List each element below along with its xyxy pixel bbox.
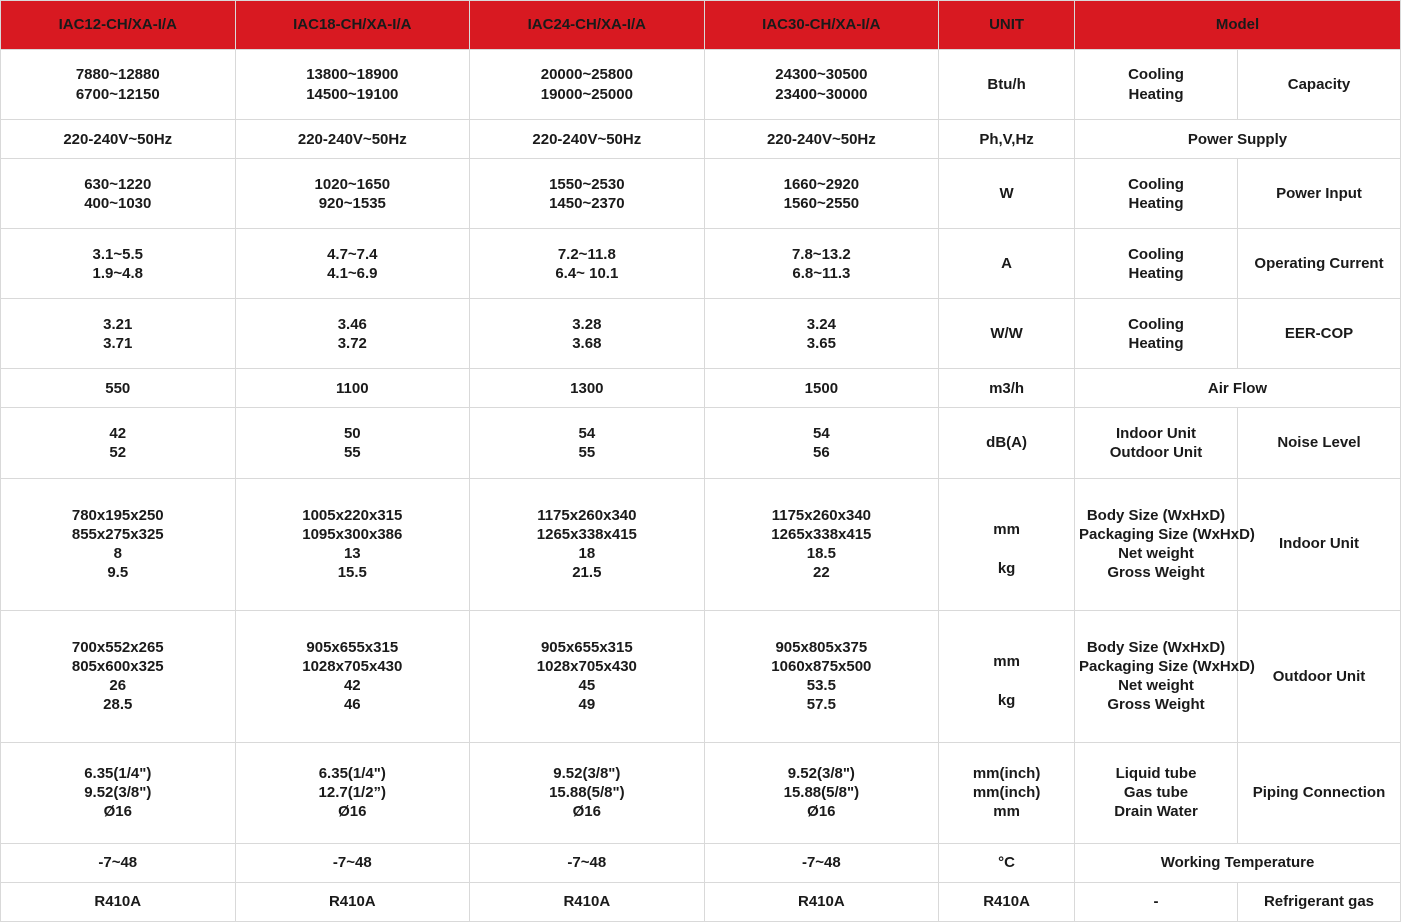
value-line: 1175x260x340 [537, 506, 637, 524]
value-line: 9.5 [107, 564, 129, 582]
value-line: 1020~1650 [314, 175, 391, 193]
cell-power-input-description [1075, 159, 1238, 229]
value-line: 19000~25000 [540, 85, 633, 103]
unit-line: Ph,V,Hz [979, 130, 1034, 148]
value-line: 7.8~13.2 [791, 245, 851, 263]
value-line: 3.72 [337, 334, 367, 352]
value-line: 1005x220x315 [302, 506, 403, 524]
table-body [1, 50, 1401, 922]
value-line: R410A [94, 893, 142, 911]
value-line: 26 [109, 677, 127, 695]
value-line: 220-240V~50Hz [297, 130, 407, 148]
cell-operating-current-model-3 [470, 229, 705, 299]
value-line: 1265x338x415 [536, 525, 637, 543]
cell-refrigerant-gas-description [1075, 882, 1238, 921]
value-line: 920~1535 [318, 194, 386, 212]
column-header-model-4: IAC30-CH/XA-I/A [704, 1, 939, 50]
description-line: - [1153, 893, 1159, 911]
unit-line: R410A [983, 893, 1030, 911]
cell-power-supply-model-4 [704, 120, 939, 159]
value-line: 3.28 [572, 315, 602, 333]
unit-line: mm [993, 803, 1020, 821]
cell-working-temperature-model-1 [1, 843, 236, 882]
value-line: 1560~2550 [783, 194, 860, 212]
value-line: 700x552x265 [71, 638, 164, 656]
value-line: 1500 [804, 379, 839, 397]
cell-piping-connection-model-3 [470, 742, 705, 843]
unit-line: Btu/h [987, 75, 1026, 93]
value-line: 1028x705x430 [536, 657, 637, 675]
cell-eer-cop-label: EER-COP [1238, 299, 1401, 369]
table-row [1, 408, 1401, 478]
description-line: Packaging Size (WxHxD) [1079, 657, 1255, 675]
value-line: 54 [813, 424, 830, 442]
value-line: 8 [113, 545, 122, 563]
cell-working-temperature-model-2 [235, 843, 470, 882]
value-line: 220-240V~50Hz [63, 130, 173, 148]
value-line: 220-240V~50Hz [532, 130, 642, 148]
cell-outdoor-unit-unit [939, 610, 1075, 742]
cell-eer-cop-model-4 [704, 299, 939, 369]
cell-outdoor-unit-model-4 [704, 610, 939, 742]
value-line: 49 [578, 696, 596, 714]
cell-working-temperature-model-4 [704, 843, 939, 882]
cell-operating-current-description [1075, 229, 1238, 299]
description-line: Indoor Unit [1116, 424, 1196, 442]
table-row [1, 120, 1401, 159]
cell-refrigerant-gas-model-4 [704, 882, 939, 921]
cell-air-flow-label: Air Flow [1075, 369, 1401, 408]
value-line: 630~1220 [84, 175, 152, 193]
value-line: 9.52(3/8") [787, 764, 855, 782]
cell-indoor-unit-model-4 [704, 478, 939, 610]
table-row [1, 478, 1401, 610]
description-line: Drain Water [1114, 803, 1198, 821]
value-line: 3.1~5.5 [92, 245, 143, 263]
cell-indoor-unit-model-3 [470, 478, 705, 610]
value-line: 3.68 [572, 334, 602, 352]
value-line: 3.46 [337, 315, 367, 333]
table-row [1, 50, 1401, 120]
cell-eer-cop-unit [939, 299, 1075, 369]
value-line: 42 [109, 424, 127, 442]
unit-line: °C [998, 854, 1015, 872]
value-line: 1265x338x415 [771, 525, 872, 543]
value-line: 14500~19100 [306, 85, 399, 103]
value-line: 4.7~7.4 [327, 245, 378, 263]
cell-eer-cop-model-3 [470, 299, 705, 369]
value-line: 1300 [570, 379, 604, 397]
value-line: 7880~12880 [75, 66, 160, 84]
cell-power-supply-model-1 [1, 120, 236, 159]
value-line: 1550~2530 [549, 175, 625, 193]
value-line: 24300~30500 [775, 66, 868, 84]
cell-piping-connection-model-2 [235, 742, 470, 843]
cell-working-temperature-model-3 [470, 843, 705, 882]
cell-capacity-model-3 [470, 50, 705, 120]
value-line: 53.5 [806, 677, 836, 695]
cell-outdoor-unit-model-1 [1, 610, 236, 742]
value-line: 1100 [336, 379, 369, 397]
cell-refrigerant-gas-model-2 [235, 882, 470, 921]
value-line: 905x805x375 [775, 638, 868, 656]
cell-air-flow-unit [939, 369, 1075, 408]
cell-working-temperature-unit [939, 843, 1075, 882]
column-header-unit: UNIT [939, 1, 1075, 50]
table-row [1, 159, 1401, 229]
value-line: 7.2~11.8 [557, 245, 616, 263]
description-line: Heating [1128, 264, 1184, 282]
value-line: 1450~2370 [549, 194, 625, 212]
value-line: Ø16 [572, 803, 601, 821]
value-line: 6.35(1/4") [84, 764, 152, 782]
cell-noise-level-model-3 [470, 408, 705, 478]
value-line: 3.71 [103, 334, 133, 352]
description-line: Heating [1128, 85, 1184, 103]
value-line: 45 [578, 677, 596, 695]
description-line: Net weight [1118, 677, 1194, 695]
description-line: Body Size (WxHxD) [1086, 506, 1226, 524]
description-line: Net weight [1118, 545, 1194, 563]
cell-piping-connection-description [1075, 742, 1238, 843]
cell-outdoor-unit-description [1075, 610, 1255, 742]
value-line: 400~1030 [84, 194, 152, 212]
cell-power-input-model-4 [704, 159, 939, 229]
description-line: Body Size (WxHxD) [1086, 638, 1226, 656]
column-header-model-3: IAC24-CH/XA-I/A [470, 1, 705, 50]
cell-refrigerant-gas-model-3 [470, 882, 705, 921]
description-line: Gas tube [1123, 784, 1189, 802]
unit-line: A [1001, 255, 1012, 273]
cell-outdoor-unit-label: Outdoor Unit [1238, 610, 1401, 742]
value-line: 50 [343, 424, 361, 442]
value-line: 1.9~4.8 [92, 264, 143, 282]
value-line: 9.52(3/8") [84, 784, 152, 802]
value-line: 15.5 [337, 564, 367, 582]
unit-line: mm(inch) [972, 764, 1041, 782]
cell-noise-level-description [1075, 408, 1238, 478]
value-line: 905x655x315 [540, 638, 633, 656]
cell-working-temperature-label: Working Temperature [1075, 843, 1401, 882]
description-line: Gross Weight [1107, 564, 1205, 582]
cell-indoor-unit-description [1075, 478, 1255, 610]
unit-line: W [999, 185, 1014, 203]
cell-noise-level-unit [939, 408, 1075, 478]
unit-line: kg [997, 560, 1016, 578]
value-line: -7~48 [98, 854, 138, 872]
unit-line: dB(A) [986, 434, 1027, 452]
cell-air-flow-model-3 [470, 369, 705, 408]
value-line: 15.88(5/8") [783, 784, 860, 802]
value-line: 55 [578, 444, 596, 461]
cell-eer-cop-model-2 [235, 299, 470, 369]
cell-power-input-unit [939, 159, 1075, 229]
unit-line: m3/h [989, 379, 1025, 397]
column-header-model-label: Model [1075, 1, 1401, 50]
value-line: 3.65 [806, 334, 836, 352]
table-row [1, 742, 1401, 843]
value-line: 46 [343, 696, 361, 714]
cell-noise-level-model-1 [1, 408, 236, 478]
value-line: 22 [813, 564, 830, 582]
cell-noise-level-label: Noise Level [1238, 408, 1401, 478]
table-header [1, 1, 1401, 50]
value-line: 905x655x315 [306, 638, 399, 656]
cell-power-input-label: Power Input [1238, 159, 1401, 229]
cell-indoor-unit-label: Indoor Unit [1238, 478, 1401, 610]
description-line: Cooling [1128, 175, 1184, 193]
cell-capacity-model-1 [1, 50, 236, 120]
value-line: 1095x300x386 [302, 525, 403, 543]
cell-air-flow-model-2 [235, 369, 470, 408]
value-line: 18.5 [806, 545, 836, 563]
cell-refrigerant-gas-unit [939, 882, 1075, 921]
cell-noise-level-model-4 [704, 408, 939, 478]
cell-power-supply-label: Power Supply [1075, 120, 1401, 159]
cell-operating-current-label: Operating Current [1238, 229, 1401, 299]
value-line: 6.35(1/4") [318, 764, 386, 782]
value-line: 6.8~11.3 [792, 264, 851, 282]
value-line: 57.5 [806, 696, 836, 714]
value-line: 1660~2920 [783, 175, 860, 193]
value-line: 3.21 [103, 315, 133, 333]
unit-line: W/W [990, 325, 1023, 343]
cell-capacity-label: Capacity [1238, 50, 1401, 120]
cell-capacity-model-2 [235, 50, 470, 120]
cell-indoor-unit-model-2 [235, 478, 470, 610]
cell-power-input-model-2 [235, 159, 470, 229]
value-line: 1060x875x500 [771, 657, 872, 675]
cell-eer-cop-model-1 [1, 299, 236, 369]
value-line: 3.24 [806, 315, 836, 333]
value-line: -7~48 [567, 854, 607, 872]
column-header-model-1: IAC12-CH/XA-I/A [1, 1, 236, 50]
value-line: -7~48 [801, 854, 841, 872]
description-line: Liquid tube [1115, 764, 1197, 782]
column-header-model-2: IAC18-CH/XA-I/A [235, 1, 470, 50]
value-line: 52 [109, 444, 127, 461]
cell-capacity-model-4 [704, 50, 939, 120]
value-line: 18 [578, 545, 596, 563]
value-line: R410A [328, 893, 376, 911]
cell-piping-connection-label: Piping Connection [1238, 742, 1401, 843]
value-line: 13 [343, 545, 361, 563]
value-line: 1175x260x340 [771, 506, 871, 524]
cell-outdoor-unit-model-3 [470, 610, 705, 742]
value-line: 4.1~6.9 [327, 264, 378, 282]
description-line: Packaging Size (WxHxD) [1079, 525, 1255, 543]
description-line: Outdoor Unit [1109, 444, 1203, 461]
cell-refrigerant-gas-label: Refrigerant gas [1238, 882, 1401, 921]
table-row [1, 229, 1401, 299]
value-line: -7~48 [332, 854, 372, 872]
table-row [1, 610, 1401, 742]
value-line: 550 [105, 379, 131, 397]
value-line: 28.5 [103, 696, 133, 714]
value-line: Ø16 [338, 803, 367, 821]
value-line: R410A [798, 893, 845, 911]
value-line: 1028x705x430 [302, 657, 403, 675]
value-line: 6.4~ 10.1 [555, 264, 619, 282]
description-line: Heating [1128, 194, 1184, 212]
cell-piping-connection-unit [939, 742, 1075, 843]
cell-noise-level-model-2 [235, 408, 470, 478]
table-row [1, 843, 1401, 882]
description-line: Cooling [1128, 315, 1184, 333]
value-line: 9.52(3/8") [553, 764, 621, 782]
value-line: 20000~25800 [540, 66, 633, 84]
value-line: 55 [343, 444, 361, 461]
cell-piping-connection-model-1 [1, 742, 236, 843]
unit-line: kg [997, 692, 1016, 710]
description-line: Heating [1128, 334, 1184, 352]
cell-eer-cop-description [1075, 299, 1238, 369]
value-line: 42 [343, 677, 361, 695]
cell-indoor-unit-model-1 [1, 478, 236, 610]
cell-operating-current-unit [939, 229, 1075, 299]
table-row [1, 299, 1401, 369]
cell-air-flow-model-1 [1, 369, 236, 408]
unit-line: mm(inch) [972, 784, 1041, 802]
description-line: Cooling [1128, 66, 1184, 84]
cell-power-supply-model-3 [470, 120, 705, 159]
value-line: 805x600x325 [71, 657, 164, 675]
value-line: 780x195x250 [71, 506, 164, 524]
cell-refrigerant-gas-model-1 [1, 882, 236, 921]
value-line: 23400~30000 [775, 85, 868, 103]
table-header-row [1, 1, 1401, 50]
value-line: 56 [813, 444, 830, 461]
value-line: 6700~12150 [75, 85, 160, 103]
unit-line: mm [993, 520, 1020, 538]
cell-power-input-model-1 [1, 159, 236, 229]
cell-power-supply-model-2 [235, 120, 470, 159]
value-line: Ø16 [103, 803, 132, 821]
value-line: 21.5 [572, 564, 602, 582]
table-row [1, 369, 1401, 408]
description-line: Cooling [1128, 245, 1184, 263]
value-line: 12.7(1/2”) [318, 784, 387, 802]
cell-operating-current-model-2 [235, 229, 470, 299]
value-line: 855x275x325 [71, 525, 164, 543]
value-line: R410A [563, 893, 611, 911]
value-line: 220-240V~50Hz [766, 130, 876, 148]
value-line: 15.88(5/8") [549, 784, 625, 802]
cell-air-flow-model-4 [704, 369, 939, 408]
cell-outdoor-unit-model-2 [235, 610, 470, 742]
cell-operating-current-model-1 [1, 229, 236, 299]
cell-capacity-unit [939, 50, 1075, 120]
cell-indoor-unit-unit [939, 478, 1075, 610]
cell-operating-current-model-4 [704, 229, 939, 299]
cell-piping-connection-model-4 [704, 742, 939, 843]
value-line: 54 [578, 424, 596, 442]
cell-power-input-model-3 [470, 159, 705, 229]
value-line: Ø16 [807, 803, 836, 821]
description-line: Gross Weight [1107, 696, 1205, 714]
cell-power-supply-unit [939, 120, 1075, 159]
value-line: 13800~18900 [306, 66, 399, 84]
unit-line: mm [993, 652, 1020, 670]
cell-capacity-description [1075, 50, 1238, 120]
table-row [1, 882, 1401, 921]
